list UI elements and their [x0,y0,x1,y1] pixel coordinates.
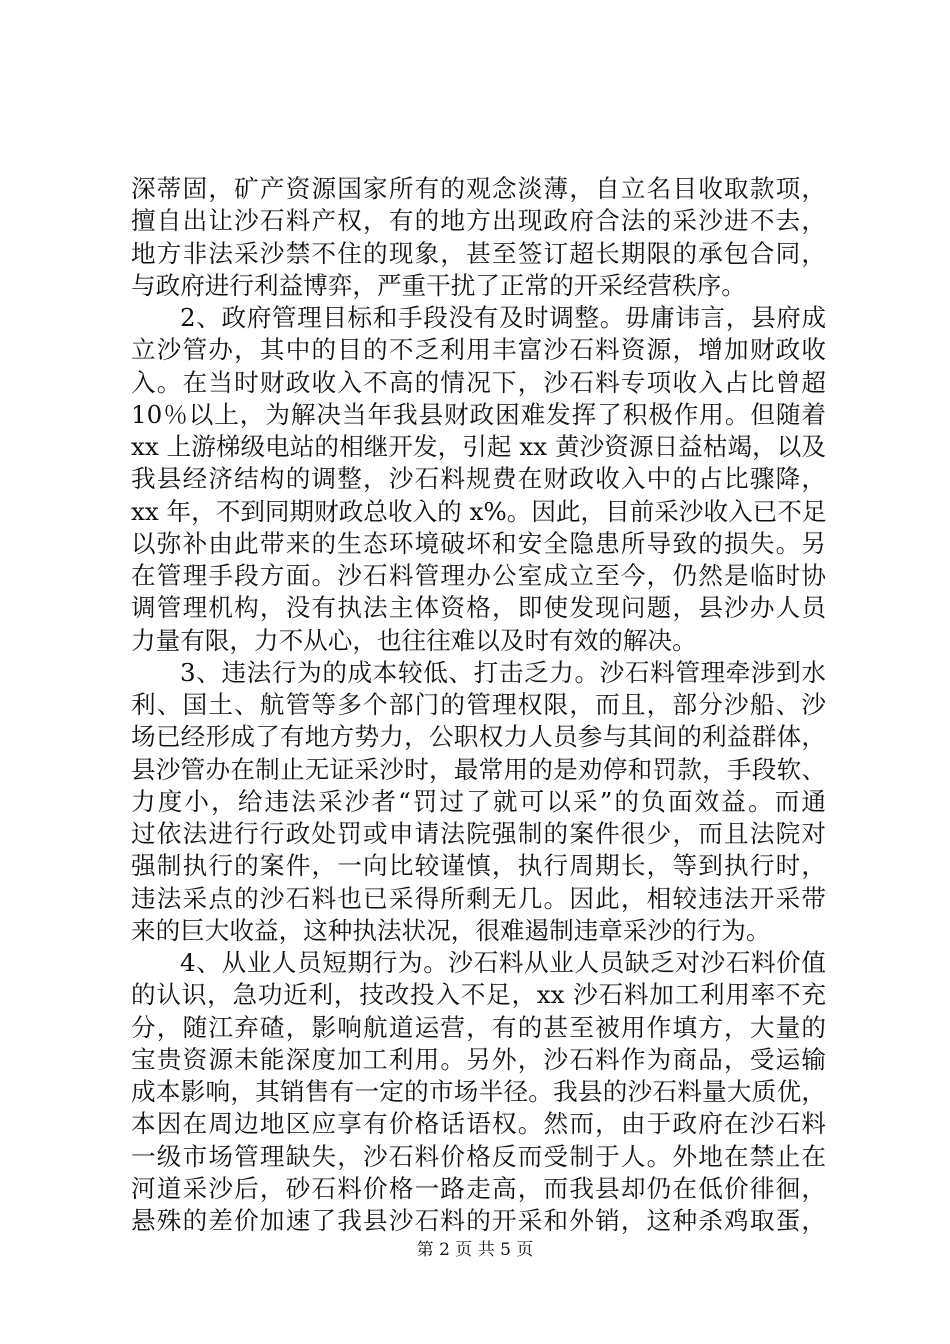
text-line: 县沙管办在制止无证采沙时，最常用的是劝停和罚款，手段软、 [131,754,826,784]
text-line: 4、从业人员短期行为。沙石料从业人员缺乏对沙石料价值 [180,948,826,977]
text-line: 力量有限，力不从心，也往往难以及时有效的解决。 [131,625,697,655]
text-line: 地方非法采沙禁不住的现象，甚至签订超长期限的承包合同， [131,238,826,268]
text-line: 场已经形成了有地方势力，公职权力人员参与其间的利益群体， [131,722,826,752]
text-line: 过依法进行行政处罚或申请法院强制的案件很少，而且法院对 [131,819,826,848]
text-line: 一级市场管理缺失，沙石料价格反而受制于人。外地在禁止在 [131,1141,826,1171]
text-line: 以弥补由此带来的生态环境破坏和安全隐患所导致的损失。另 [131,528,826,558]
text-line: 3、违法行为的成本较低、打击乏力。沙石料管理牵涉到水 [180,657,826,687]
text-line: xx 上游梯级电站的相继开发，引起 xx 黄沙资源日益枯竭，以及 [131,432,826,461]
paragraph-1 [131,173,826,302]
text-line: 10％以上，为解决当年我县财政困难发挥了积极作用。但随着 [131,399,826,429]
text-line: 擅自出让沙石料产权，有的地方出现政府合法的采沙进不去， [131,206,826,236]
text-line: 调管理机构，没有执法主体资格，即使发现问题，县沙办人员 [131,593,826,623]
paragraph-2 [131,302,826,657]
text-line: 宝贵资源未能深度加工利用。另外，沙石料作为商品，受运输 [131,1044,826,1074]
text-line: 来的巨大收益，这种执法状况，很难遏制违章采沙的行为。 [131,915,771,945]
text-line: 立沙管办，其中的目的不乏利用丰富沙石料资源，增加财政收 [131,335,826,365]
text-line: 成本影响，其销售有一定的市场半径。我县的沙石料量大质优， [131,1077,826,1106]
text-line: 河道采沙后，砂石料价格一路走高，而我县却仍在低价徘徊， [131,1173,826,1203]
text-line: 入。在当时财政收入不高的情况下，沙石料专项收入占比曾超 [131,367,826,397]
text-line: 深蒂固，矿产资源国家所有的观念淡薄，自立名目收取款项， [131,174,826,203]
text-line: 我县经济结构的调整，沙石料规费在财政收入中的占比骤降， [131,464,826,494]
page-number-footer: 第 2 页 共 5 页 [416,1240,534,1260]
text-line: 的认识，急功近利，技改投入不足，xx 沙石料加工利用率不充 [131,980,826,1010]
text-line: xx 年，不到同期财政总收入的 x%。因此，目前采沙收入已不足 [131,496,827,526]
text-line: 分，随江弃碴，影响航道运营，有的甚至被用作填方，大量的 [131,1012,826,1042]
paragraph-3 [131,657,826,947]
text-line: 利、国土、航管等多个部门的管理权限，而且，部分沙船、沙 [131,690,826,719]
text-line: 悬殊的差价加速了我县沙石料的开采和外销，这种杀鸡取蛋， [131,1206,826,1235]
text-line: 在管理手段方面。沙石料管理办公室成立至今，仍然是临时协 [131,561,826,590]
text-line: 2、政府管理目标和手段没有及时调整。毋庸讳言，县府成 [180,303,826,332]
text-line: 力度小，给违法采沙者“罚过了就可以采”的负面效益。而通 [131,786,826,816]
text-line: 强制执行的案件，一向比较谨慎，执行周期长，等到执行时， [131,851,826,881]
document-body [131,173,826,1237]
text-line: 违法采点的沙石料也已采得所剩无几。因此，相较违法开采带 [131,883,826,913]
paragraph-4 [131,947,826,1237]
text-line: 与政府进行利益博弈，严重干扰了正常的开采经营秩序。 [131,270,746,300]
text-line: 本因在周边地区应享有价格话语权。然而，由于政府在沙石料 [131,1109,826,1139]
